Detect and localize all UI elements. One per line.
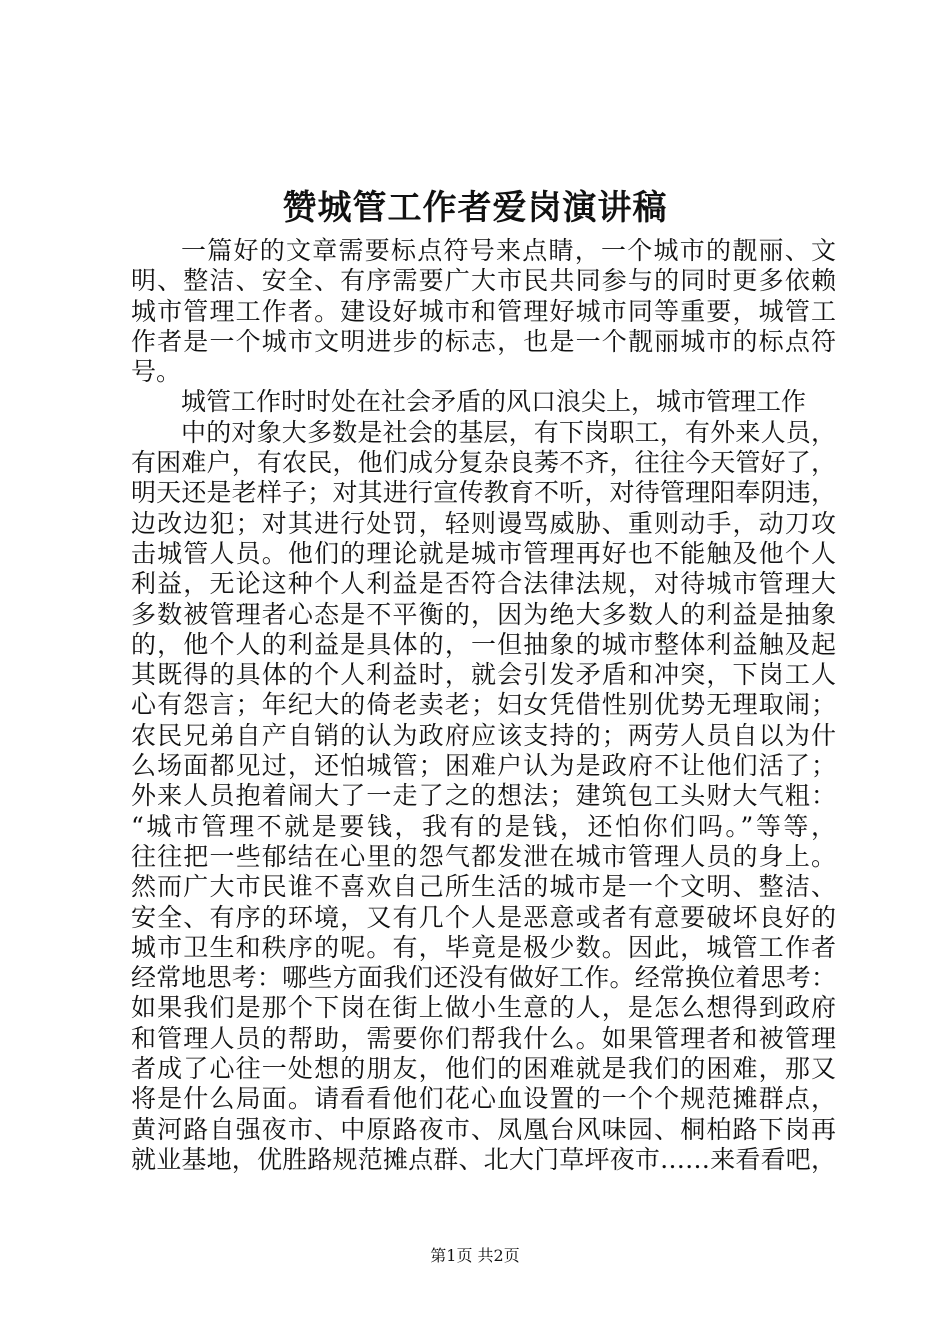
body-line: 击城管人员。他们的理论就是城市管理再好也不能触及他个人 bbox=[131, 538, 836, 568]
body-line: 其既得的具体的个人利益时，就会引发矛盾和冲突，下岗工人 bbox=[131, 660, 836, 690]
body-line: 边改边犯；对其进行处罚，轻则谩骂威胁、重则动手，动刀攻 bbox=[131, 508, 836, 538]
body-line: 的，他个人的利益是具体的，一但抽象的城市整体利益触及起 bbox=[131, 629, 836, 659]
document-title: 赞城管工作者爱岗演讲稿 bbox=[282, 188, 668, 228]
body-line: 者成了心往一处想的朋友，他们的困难就是我们的困难，那又 bbox=[131, 1054, 836, 1084]
body-line: 城市卫生和秩序的呢。有，毕竟是极少数。因此，城管工作者 bbox=[131, 932, 836, 962]
document-body bbox=[131, 236, 836, 1175]
body-line: 然而广大市民谁不喜欢自己所生活的城市是一个文明、整洁、 bbox=[131, 872, 836, 902]
body-line: 么场面都见过，还怕城管；困难户认为是政府不让他们活了； bbox=[131, 751, 836, 781]
body-line: 外来人员抱着闹大了一走了之的想法；建筑包工头财大气粗： bbox=[131, 781, 836, 811]
body-line: 明、整洁、安全、有序需要广大市民共同参与的同时更多依赖 bbox=[131, 266, 836, 296]
body-line: 安全、有序的环境，又有几个人是恶意或者有意要破坏良好的 bbox=[131, 902, 836, 932]
body-line: 心有怨言；年纪大的倚老卖老；妇女凭借性别优势无理取闹； bbox=[131, 690, 836, 720]
body-line: 经常地思考：哪些方面我们还没有做好工作。经常换位着思考： bbox=[131, 963, 836, 993]
body-line: 往往把一些郁结在心里的怨气都发泄在城市管理人员的身上。 bbox=[131, 841, 836, 871]
body-line: 中的对象大多数是社会的基层，有下岗职工，有外来人员， bbox=[181, 417, 836, 447]
body-line: 黄河路自强夜市、中原路夜市、凤凰台风味园、桐柏路下岗再 bbox=[131, 1114, 836, 1144]
body-line: 农民兄弟自产自销的认为政府应该支持的；两劳人员自以为什 bbox=[131, 720, 836, 750]
page-number-footer: 第1页 共2页 bbox=[430, 1246, 520, 1265]
body-line: 和管理人员的帮助，需要你们帮我什么。如果管理者和被管理 bbox=[131, 1023, 836, 1053]
body-line: 作者是一个城市文明进步的标志，也是一个靓丽城市的标点符 bbox=[131, 326, 836, 356]
body-line: 多数被管理者心态是不平衡的，因为绝大多数人的利益是抽象 bbox=[131, 599, 836, 629]
body-line: “城市管理不就是要钱，我有的是钱，还怕你们吗。”等等， bbox=[131, 811, 836, 841]
body-line: 有困难户，有农民，他们成分复杂良莠不齐，往往今天管好了， bbox=[131, 448, 836, 478]
body-line: 城市管理工作者。建设好城市和管理好城市同等重要，城管工 bbox=[131, 296, 836, 326]
body-line: 如果我们是那个下岗在街上做小生意的人，是怎么想得到政府 bbox=[131, 993, 836, 1023]
body-line: 就业基地，优胜路规范摊点群、北大门草坪夜市……来看看吧， bbox=[131, 1144, 836, 1174]
body-line: 号。 bbox=[131, 357, 182, 387]
body-line: 一篇好的文章需要标点符号来点睛，一个城市的靓丽、文 bbox=[181, 236, 836, 265]
body-line: 将是什么局面。请看看他们花心血设置的一个个规范摊群点， bbox=[131, 1084, 836, 1114]
body-line: 城管工作时时处在社会矛盾的风口浪尖上，城市管理工作 bbox=[181, 387, 807, 417]
body-line: 利益，无论这种个人利益是否符合法律法规，对待城市管理大 bbox=[131, 569, 836, 599]
body-line: 明天还是老样子；对其进行宣传教育不听，对待管理阳奉阴违， bbox=[131, 478, 836, 508]
